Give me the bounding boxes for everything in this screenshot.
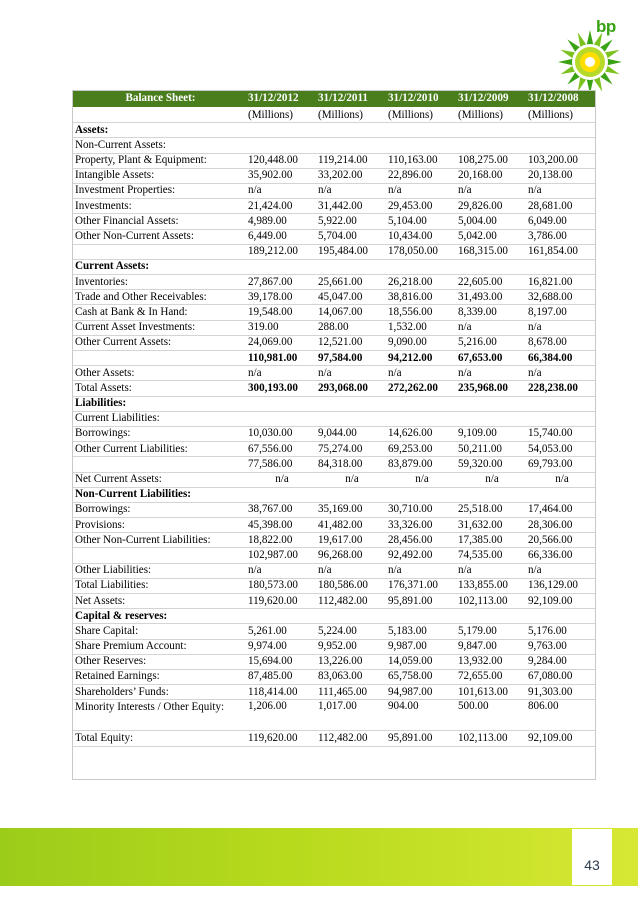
value-cell: 39,178.00: [246, 290, 316, 305]
units-cell: (Millions): [386, 108, 456, 123]
value-cell: [246, 411, 316, 426]
value-cell: 13,932.00: [456, 654, 526, 669]
value-cell: 18,556.00: [386, 305, 456, 320]
page-number: 43: [584, 857, 600, 873]
row-label: Other Non-Current Liabilities:: [73, 533, 246, 548]
value-cell: 35,169.00: [316, 502, 386, 517]
table-row: [73, 700, 596, 731]
row-label: Other Current Liabilities:: [73, 442, 246, 457]
value-cell: [386, 411, 456, 426]
row-label: Other Liabilities:: [73, 563, 246, 578]
row-label: [73, 244, 246, 259]
value-cell: 12,521.00: [316, 335, 386, 350]
value-cell: n/a: [316, 366, 386, 381]
row-label: Total Equity:: [73, 731, 246, 746]
value-cell: 102,113.00: [456, 594, 526, 609]
table-row: [73, 563, 596, 578]
value-cell: 65,758.00: [386, 669, 456, 684]
value-cell: 5,183.00: [386, 624, 456, 639]
value-cell: 161,854.00: [526, 244, 596, 259]
table-title: Balance Sheet:: [73, 91, 246, 108]
value-cell: [526, 411, 596, 426]
value-cell: 1,532.00: [386, 320, 456, 335]
units-cell: (Millions): [456, 108, 526, 123]
table-row: [73, 290, 596, 305]
value-cell: 94,212.00: [386, 351, 456, 366]
table-row: [73, 168, 596, 183]
value-cell: 15,694.00: [246, 654, 316, 669]
value-cell: n/a: [526, 563, 596, 578]
value-cell: n/a: [246, 366, 316, 381]
value-cell: 272,262.00: [386, 381, 456, 396]
value-cell: [316, 411, 386, 426]
value-cell: n/a: [246, 183, 316, 198]
row-label: Borrowings:: [73, 502, 246, 517]
row-label: Borrowings:: [73, 426, 246, 441]
value-cell: 14,067.00: [316, 305, 386, 320]
balance-sheet-body: [73, 91, 596, 746]
value-cell: 119,620.00: [246, 731, 316, 746]
table-row: [73, 305, 596, 320]
value-cell: n/a: [316, 183, 386, 198]
value-cell: 5,176.00: [526, 624, 596, 639]
table-row: [73, 533, 596, 548]
value-cell: 20,168.00: [456, 168, 526, 183]
table-row: [73, 594, 596, 609]
value-cell: 6,449.00: [246, 229, 316, 244]
value-cell: 38,816.00: [386, 290, 456, 305]
units-cell: (Millions): [526, 108, 596, 123]
value-cell: 10,030.00: [246, 426, 316, 441]
table-row: [73, 685, 596, 700]
value-cell: 31,632.00: [456, 518, 526, 533]
value-cell: 77,586.00: [246, 457, 316, 472]
value-cell: 8,197.00: [526, 305, 596, 320]
value-cell: n/a: [316, 472, 386, 487]
value-cell: 119,620.00: [246, 594, 316, 609]
value-cell: 9,847.00: [456, 639, 526, 654]
table-row: [73, 229, 596, 244]
balance-sheet-table: [73, 91, 596, 747]
value-cell: 25,518.00: [456, 502, 526, 517]
value-cell: n/a: [526, 366, 596, 381]
table-row: [73, 396, 596, 411]
value-cell: 5,042.00: [456, 229, 526, 244]
value-cell: n/a: [456, 183, 526, 198]
value-cell: n/a: [246, 472, 316, 487]
value-cell: n/a: [386, 183, 456, 198]
value-cell: 112,482.00: [316, 731, 386, 746]
table-row: [73, 502, 596, 517]
row-label: Investment Properties:: [73, 183, 246, 198]
value-cell: n/a: [316, 563, 386, 578]
value-cell: 75,274.00: [316, 442, 386, 457]
value-cell: 300,193.00: [246, 381, 316, 396]
value-cell: 168,315.00: [456, 244, 526, 259]
value-cell: 319.00: [246, 320, 316, 335]
table-row: [73, 442, 596, 457]
value-cell: n/a: [456, 320, 526, 335]
value-cell: 16,821.00: [526, 275, 596, 290]
table-row: [73, 244, 596, 259]
value-cell: 22,605.00: [456, 275, 526, 290]
value-cell: 118,414.00: [246, 685, 316, 700]
value-cell: 14,059.00: [386, 654, 456, 669]
value-cell: 21,424.00: [246, 199, 316, 214]
value-cell: 45,047.00: [316, 290, 386, 305]
value-cell: 17,464.00: [526, 502, 596, 517]
row-label: Other Assets:: [73, 366, 246, 381]
value-cell: [456, 138, 526, 153]
value-cell: 87,485.00: [246, 669, 316, 684]
table-row: [73, 123, 596, 138]
value-cell: 5,216.00: [456, 335, 526, 350]
value-cell: 904.00: [386, 700, 456, 731]
value-cell: 180,573.00: [246, 578, 316, 593]
value-cell: 83,063.00: [316, 669, 386, 684]
value-cell: n/a: [386, 563, 456, 578]
table-row: [73, 457, 596, 472]
value-cell: 38,767.00: [246, 502, 316, 517]
table-row: [73, 518, 596, 533]
value-cell: n/a: [456, 366, 526, 381]
year-header: 31/12/2008: [526, 91, 596, 108]
row-label: Share Premium Account:: [73, 639, 246, 654]
value-cell: 72,655.00: [456, 669, 526, 684]
value-cell: 9,974.00: [246, 639, 316, 654]
value-cell: 22,896.00: [386, 168, 456, 183]
value-cell: 13,226.00: [316, 654, 386, 669]
value-cell: [316, 138, 386, 153]
table-row: [73, 275, 596, 290]
bp-wordmark: bp: [596, 17, 616, 36]
value-cell: 3,786.00: [526, 229, 596, 244]
value-cell: 84,318.00: [316, 457, 386, 472]
value-cell: 103,200.00: [526, 153, 596, 168]
row-label: Other Non-Current Assets:: [73, 229, 246, 244]
value-cell: 18,822.00: [246, 533, 316, 548]
value-cell: 108,275.00: [456, 153, 526, 168]
value-cell: [246, 138, 316, 153]
value-cell: 41,482.00: [316, 518, 386, 533]
table-row: [73, 153, 596, 168]
value-cell: 14,626.00: [386, 426, 456, 441]
value-cell: 67,080.00: [526, 669, 596, 684]
value-cell: [386, 138, 456, 153]
value-cell: 28,456.00: [386, 533, 456, 548]
row-label: Intangible Assets:: [73, 168, 246, 183]
value-cell: 9,952.00: [316, 639, 386, 654]
value-cell: 54,053.00: [526, 442, 596, 457]
value-cell: 33,326.00: [386, 518, 456, 533]
value-cell: 29,826.00: [456, 199, 526, 214]
value-cell: 9,109.00: [456, 426, 526, 441]
value-cell: 5,104.00: [386, 214, 456, 229]
value-cell: 1,017.00: [316, 700, 386, 731]
row-label: Other Current Assets:: [73, 335, 246, 350]
value-cell: 133,855.00: [456, 578, 526, 593]
value-cell: 59,320.00: [456, 457, 526, 472]
value-cell: 1,206.00: [246, 700, 316, 731]
value-cell: n/a: [456, 472, 526, 487]
value-cell: 95,891.00: [386, 594, 456, 609]
value-cell: 9,987.00: [386, 639, 456, 654]
value-cell: 27,867.00: [246, 275, 316, 290]
value-cell: 19,617.00: [316, 533, 386, 548]
value-cell: 228,238.00: [526, 381, 596, 396]
value-cell: 69,253.00: [386, 442, 456, 457]
value-cell: 92,109.00: [526, 731, 596, 746]
value-cell: 67,653.00: [456, 351, 526, 366]
value-cell: 32,688.00: [526, 290, 596, 305]
value-cell: n/a: [526, 183, 596, 198]
value-cell: 180,586.00: [316, 578, 386, 593]
row-label: Current Liabilities:: [73, 411, 246, 426]
value-cell: n/a: [526, 472, 596, 487]
table-row: [73, 335, 596, 350]
value-cell: 500.00: [456, 700, 526, 731]
value-cell: 176,371.00: [386, 578, 456, 593]
value-cell: 5,704.00: [316, 229, 386, 244]
units-row: [73, 108, 596, 123]
table-row: [73, 669, 596, 684]
footer-band: [0, 828, 638, 886]
value-cell: 94,987.00: [386, 685, 456, 700]
value-cell: 288.00: [316, 320, 386, 335]
units-label: [73, 108, 246, 123]
value-cell: 92,109.00: [526, 594, 596, 609]
value-cell: 31,442.00: [316, 199, 386, 214]
table-row: [73, 381, 596, 396]
table-row: [73, 578, 596, 593]
year-header: 31/12/2011: [316, 91, 386, 108]
table-row: [73, 199, 596, 214]
value-cell: 5,179.00: [456, 624, 526, 639]
value-cell: 19,548.00: [246, 305, 316, 320]
row-label: Non-Current Liabilities:: [73, 487, 596, 502]
value-cell: 35,902.00: [246, 168, 316, 183]
value-cell: 15,740.00: [526, 426, 596, 441]
value-cell: 66,336.00: [526, 548, 596, 563]
value-cell: 120,448.00: [246, 153, 316, 168]
value-cell: 806.00: [526, 700, 596, 731]
row-label: Liabilities:: [73, 396, 596, 411]
row-label: Net Current Assets:: [73, 472, 246, 487]
value-cell: 29,453.00: [386, 199, 456, 214]
table-row: [73, 731, 596, 746]
value-cell: 9,044.00: [316, 426, 386, 441]
row-label: Non-Current Assets:: [73, 138, 246, 153]
value-cell: 235,968.00: [456, 381, 526, 396]
year-header: 31/12/2010: [386, 91, 456, 108]
row-label: Net Assets:: [73, 594, 246, 609]
value-cell: 110,981.00: [246, 351, 316, 366]
row-label: Investments:: [73, 199, 246, 214]
value-cell: 95,891.00: [386, 731, 456, 746]
value-cell: 24,069.00: [246, 335, 316, 350]
value-cell: 31,493.00: [456, 290, 526, 305]
value-cell: 25,661.00: [316, 275, 386, 290]
value-cell: 20,138.00: [526, 168, 596, 183]
value-cell: n/a: [386, 366, 456, 381]
table-row: [73, 320, 596, 335]
row-label: Shareholders’ Funds:: [73, 685, 246, 700]
value-cell: n/a: [386, 472, 456, 487]
row-label: Total Liabilities:: [73, 578, 246, 593]
table-row: [73, 183, 596, 198]
units-cell: (Millions): [246, 108, 316, 123]
value-cell: 5,922.00: [316, 214, 386, 229]
value-cell: 6,049.00: [526, 214, 596, 229]
row-label: Other Reserves:: [73, 654, 246, 669]
table-row: [73, 639, 596, 654]
table-row: [73, 138, 596, 153]
value-cell: n/a: [246, 563, 316, 578]
value-cell: 9,090.00: [386, 335, 456, 350]
table-row: [73, 472, 596, 487]
value-cell: 20,566.00: [526, 533, 596, 548]
value-cell: 5,261.00: [246, 624, 316, 639]
row-label: Current Asset Investments:: [73, 320, 246, 335]
value-cell: 66,384.00: [526, 351, 596, 366]
table-row: [73, 366, 596, 381]
value-cell: 8,678.00: [526, 335, 596, 350]
year-header: 31/12/2012: [246, 91, 316, 108]
units-cell: (Millions): [316, 108, 386, 123]
year-header: 31/12/2009: [456, 91, 526, 108]
value-cell: 33,202.00: [316, 168, 386, 183]
table-row: [73, 548, 596, 563]
value-cell: 10,434.00: [386, 229, 456, 244]
row-label: Share Capital:: [73, 624, 246, 639]
value-cell: 189,212.00: [246, 244, 316, 259]
value-cell: 119,214.00: [316, 153, 386, 168]
value-cell: [456, 411, 526, 426]
value-cell: 136,129.00: [526, 578, 596, 593]
value-cell: 67,556.00: [246, 442, 316, 457]
value-cell: 195,484.00: [316, 244, 386, 259]
value-cell: 101,613.00: [456, 685, 526, 700]
value-cell: 69,793.00: [526, 457, 596, 472]
table-row: [73, 487, 596, 502]
value-cell: [526, 138, 596, 153]
value-cell: n/a: [526, 320, 596, 335]
table-row: [73, 351, 596, 366]
value-cell: 5,224.00: [316, 624, 386, 639]
row-label: Total Assets:: [73, 381, 246, 396]
row-label: Capital & reserves:: [73, 609, 596, 624]
value-cell: 5,004.00: [456, 214, 526, 229]
value-cell: 8,339.00: [456, 305, 526, 320]
table-row: [73, 411, 596, 426]
value-cell: 112,482.00: [316, 594, 386, 609]
value-cell: 26,218.00: [386, 275, 456, 290]
table-row: [73, 654, 596, 669]
value-cell: 92,492.00: [386, 548, 456, 563]
value-cell: 178,050.00: [386, 244, 456, 259]
row-label: [73, 457, 246, 472]
value-cell: 74,535.00: [456, 548, 526, 563]
row-label: [73, 351, 246, 366]
row-label: Cash at Bank & In Hand:: [73, 305, 246, 320]
value-cell: 9,284.00: [526, 654, 596, 669]
table-row: [73, 259, 596, 274]
page-number-box: [572, 829, 612, 885]
row-label: Other Financial Assets:: [73, 214, 246, 229]
value-cell: 30,710.00: [386, 502, 456, 517]
value-cell: 50,211.00: [456, 442, 526, 457]
value-cell: 45,398.00: [246, 518, 316, 533]
value-cell: 83,879.00: [386, 457, 456, 472]
table-header-row: [73, 91, 596, 108]
value-cell: 97,584.00: [316, 351, 386, 366]
value-cell: 91,303.00: [526, 685, 596, 700]
row-label: Inventories:: [73, 275, 246, 290]
row-label: Provisions:: [73, 518, 246, 533]
value-cell: 110,163.00: [386, 153, 456, 168]
value-cell: 293,068.00: [316, 381, 386, 396]
value-cell: 17,385.00: [456, 533, 526, 548]
table-row: [73, 426, 596, 441]
row-label: Trade and Other Receivables:: [73, 290, 246, 305]
value-cell: 28,681.00: [526, 199, 596, 214]
value-cell: 4,989.00: [246, 214, 316, 229]
value-cell: 96,268.00: [316, 548, 386, 563]
row-label: [73, 548, 246, 563]
value-cell: 9,763.00: [526, 639, 596, 654]
value-cell: 102,113.00: [456, 731, 526, 746]
value-cell: 102,987.00: [246, 548, 316, 563]
row-label: Retained Earnings:: [73, 669, 246, 684]
table-row: [73, 624, 596, 639]
row-label: Property, Plant & Equipment:: [73, 153, 246, 168]
row-label: Current Assets:: [73, 259, 596, 274]
table-row: [73, 609, 596, 624]
row-label: Assets:: [73, 123, 596, 138]
value-cell: 111,465.00: [316, 685, 386, 700]
table-row: [73, 214, 596, 229]
value-cell: 28,306.00: [526, 518, 596, 533]
row-label: Minority Interests / Other Equity:: [73, 700, 246, 731]
value-cell: n/a: [456, 563, 526, 578]
